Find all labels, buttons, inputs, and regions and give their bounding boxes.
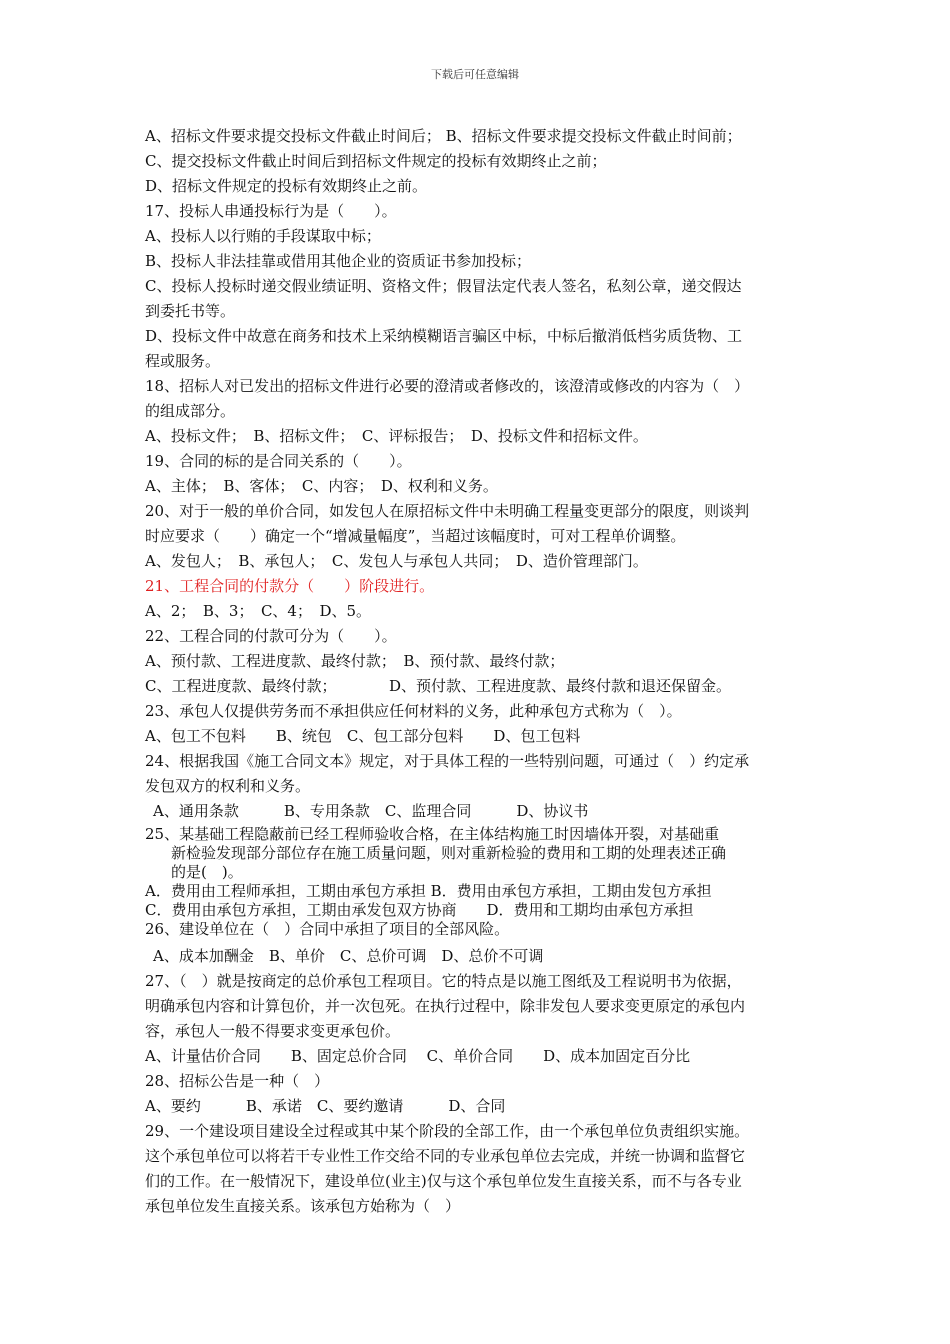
text-line: 程或服务。 [145,352,221,370]
text-line: A、包工不包料 B、统包 C、包工部分包料 D、包工包料 [145,727,581,745]
text-line: D、投标文件中故意在商务和技术上采纳模糊语言骗区中标，中标后撤消低档劣质货物、工 [145,327,743,345]
text-line: 时应要求（ ）确定一个“增减量幅度”，当超过该幅度时，可对工程单价调整。 [145,527,686,545]
text-line: A、招标文件要求提交投标文件截止时间后； B、招标文件要求提交投标文件截止时间前； [145,127,742,145]
text-line: 明确承包内容和计算包价，并一次包死。在执行过程中，除非发包人要求变更原定的承包内 [145,997,746,1015]
text-line: 18、招标人对已发出的招标文件进行必要的澄清或者修改的，该澄清或修改的内容为（ ） [145,377,750,395]
text-line: 29、一个建设项目建设全过程或其中某个阶段的全部工作，由一个承包单位负责组织实施。 [145,1122,750,1140]
text-line: 新检验发现部分部位存在施工质量问题，则对重新检验的费用和工期的处理表述正确 [171,844,727,862]
text-line: C、工程进度款、最终付款； D、预付款、工程进度款、最终付款和退还保留金。 [145,677,732,695]
text-line: A、2； B、3； C、4； D、5。 [145,602,372,620]
text-line: A、要约 B、承诺 C、要约邀请 D、合同 [145,1097,506,1115]
text-line: 容，承包人一般不得要求变更承包价。 [145,1022,401,1040]
text-line: A、主体； B、客体； C、内容； D、权利和义务。 [145,477,498,495]
text-line: 27、（ ）就是按商定的总价承包工程项目。它的特点是以施工图纸及工程说明书为依据， [145,972,742,990]
text-line: 22、工程合同的付款可分为（ ）。 [145,627,397,645]
text-line: 这个承包单位可以将若干专业性工作交给不同的专业承包单位去完成，并统一协调和监督它 [145,1147,746,1165]
document-body [145,124,815,1219]
text-line: 承包单位发生直接关系。该承包方始称为（ ） [145,1197,461,1215]
text-line: C、提交投标文件截止时间后到招标文件规定的投标有效期终止之前； [145,152,607,170]
text-line: A、投标人以行贿的手段谋取中标； [145,227,381,245]
text-block-2 [145,825,815,939]
text-line: 们的工作。在一般情况下，建设单位(业主)仅与这个承包单位发生直接关系，而不与各专业 [145,1172,742,1190]
text-line: 26、建设单位在（ ）合同中承担了项目的全部风险。 [145,920,510,938]
text-line: A．费用由工程师承担，工期由承包方承担 B．费用由承包方承担，工期由发包方承担 [145,882,712,900]
text-line: A、成本加酬金 B、单价 C、总价可调 D、总价不可调 [153,947,544,965]
text-line: 的组成部分。 [145,402,236,420]
text-line: D、招标文件规定的投标有效期终止之前。 [145,177,428,195]
text-line: 25、某基础工程隐蔽前已经工程师验收合格，在主体结构施工时因墙体开裂，对基础重 [145,825,720,843]
text-line: B、投标人非法挂靠或借用其他企业的资质证书参加投标； [145,252,532,270]
text-line: A、计量估价合同 B、固定总价合同 C、单价合同 D、成本加固定百分比 [145,1047,691,1065]
page-header: 下载后可任意编辑 [431,68,519,81]
text-line: 到委托书等。 [145,302,236,320]
text-line: 17、投标人串通投标行为是（ ）。 [145,202,397,220]
text-line: A、发包人； B、承包人； C、发包人与承包人共同； D、造价管理部门。 [145,552,648,570]
text-line: 发包双方的权利和义务。 [145,777,311,795]
text-line: A、预付款、工程进度款、最终付款； B、预付款、最终付款； [145,652,565,670]
text-line: C、投标人投标时递交假业绩证明、资格文件；假冒法定代表人签名，私刻公章，递交假达 [145,277,742,295]
text-line: 19、合同的标的是合同关系的（ ）。 [145,452,412,470]
text-line: 20、对于一般的单价合同，如发包人在原招标文件中未明确工程量变更部分的限度，则谈判 [145,502,750,520]
text-line: 23、承包人仅提供劳务而不承担供应任何材料的义务，此种承包方式称为（ ）。 [145,702,682,720]
text-block-1 [145,124,815,824]
text-line: A、投标文件； B、招标文件； C、评标报告； D、投标文件和招标文件。 [145,427,648,445]
text-block-3 [145,944,815,1219]
text-line: 24、根据我国《施工合同文本》规定，对于具体工程的一些特别问题，可通过（ ）约定承 [145,752,750,770]
text-line: 的是( )。 [171,863,243,881]
text-line: 28、招标公告是一种（ ） [145,1072,330,1090]
text-line: C．费用由承包方承担，工期由承发包双方协商 D．费用和工期均由承包方承担 [145,901,694,919]
text-line: 21、工程合同的付款分（ ）阶段进行。 [145,577,435,595]
text-line: A、通用条款 B、专用条款 C、监理合同 D、协议书 [153,802,589,820]
